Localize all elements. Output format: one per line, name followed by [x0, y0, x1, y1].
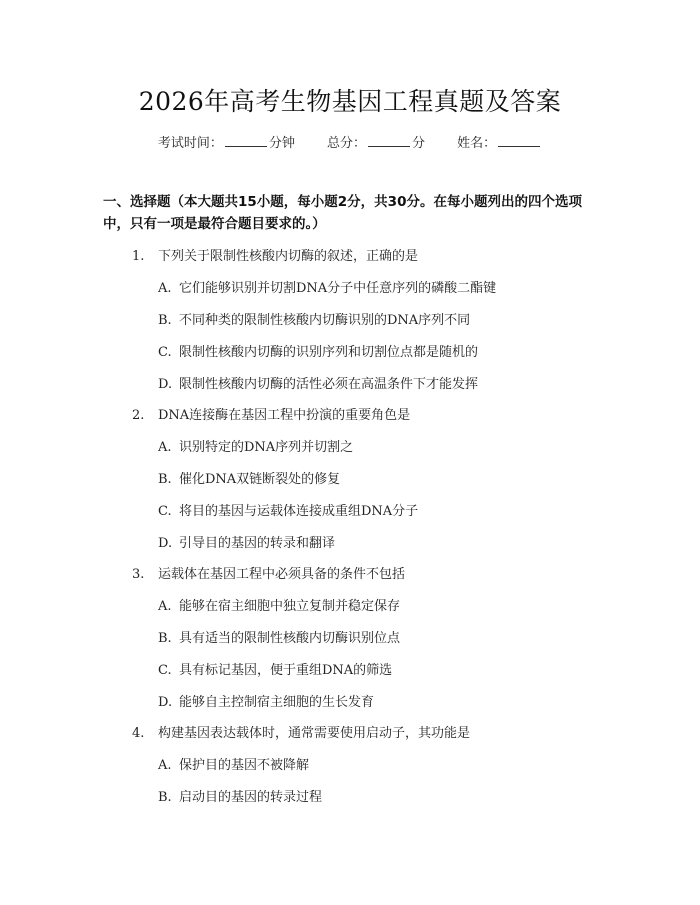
question-text: DNA连接酶在基因工程中扮演的重要角色是 — [158, 408, 411, 423]
exam-time-blank — [225, 135, 267, 147]
total-score-unit: 分 — [412, 136, 426, 151]
option-letter: D. — [158, 377, 173, 392]
student-name-field — [457, 132, 542, 151]
option-item — [158, 500, 418, 519]
exam-time-field — [158, 132, 295, 151]
option-item — [158, 659, 392, 678]
option-letter: A. — [158, 440, 172, 455]
option-text: 不同种类的限制性核酸内切酶识别的DNA序列不同 — [179, 313, 471, 328]
option-letter: C. — [158, 345, 172, 360]
total-score-label: 总分： — [326, 136, 366, 151]
option-item — [158, 595, 400, 614]
option-text: 具有标记基因，便于重组DNA的筛选 — [179, 663, 393, 678]
section-heading: 一、选择题（本大题共15小题，每小题2分，共30分。在每小题列出的四个选项中，只有一项是最符合题目要求的。） — [103, 194, 582, 232]
option-letter: D. — [158, 695, 173, 710]
option-text: 引导目的基因的转录和翻译 — [179, 536, 336, 551]
option-item — [158, 436, 353, 455]
question-number: 2. — [132, 408, 145, 423]
exam-time-unit: 分钟 — [268, 136, 295, 151]
option-letter: B. — [158, 790, 172, 805]
option-letter: A. — [158, 281, 172, 296]
option-text: 具有适当的限制性核酸内切酶识别位点 — [179, 631, 401, 646]
option-text: 限制性核酸内切酶的活性必须在高温条件下才能发挥 — [179, 377, 479, 392]
option-item — [158, 754, 309, 773]
option-letter: B. — [158, 313, 172, 328]
option-text: 催化DNA双链断裂处的修复 — [179, 472, 341, 487]
option-item — [158, 341, 478, 360]
option-text: 能够自主控制宿主细胞的生长发育 — [179, 695, 375, 710]
option-letter: B. — [158, 631, 172, 646]
option-item — [158, 532, 335, 551]
question-number: 4. — [132, 726, 145, 741]
option-item — [158, 468, 340, 487]
option-item — [158, 277, 496, 296]
exam-info-row — [0, 132, 700, 151]
student-name-blank — [498, 135, 540, 147]
question-stem — [132, 563, 405, 582]
option-text: 将目的基因与运载体连接成重组DNA分子 — [179, 504, 419, 519]
question-stem — [132, 404, 410, 423]
option-text: 能够在宿主细胞中独立复制并稳定保存 — [179, 599, 401, 614]
total-score-blank — [368, 135, 410, 147]
option-text: 识别特定的DNA序列并切割之 — [179, 440, 354, 455]
question-stem — [132, 245, 418, 264]
option-item — [158, 627, 400, 646]
exam-time-label: 考试时间： — [157, 136, 223, 151]
total-score-field — [327, 132, 425, 151]
page-title: 2026年高考生物基因工程真题及答案 — [138, 87, 562, 116]
option-letter: A. — [158, 599, 172, 614]
option-letter: C. — [158, 663, 172, 678]
option-letter: D. — [158, 536, 173, 551]
option-text: 它们能够识别并切割DNA分子中任意序列的磷酸二酯键 — [179, 281, 497, 296]
option-letter: B. — [158, 472, 172, 487]
question-number: 3. — [132, 567, 145, 582]
question-stem — [132, 722, 470, 741]
option-item — [158, 373, 478, 392]
option-text: 启动目的基因的转录过程 — [179, 790, 323, 805]
student-name-label: 姓名： — [457, 136, 497, 151]
option-text: 限制性核酸内切酶的识别序列和切割位点都是随机的 — [179, 345, 479, 360]
option-letter: A. — [158, 758, 172, 773]
question-text: 运载体在基因工程中必须具备的条件不包括 — [158, 567, 406, 582]
option-letter: C. — [158, 504, 172, 519]
question-text: 构建基因表达载体时，通常需要使用启动子，其功能是 — [158, 726, 471, 741]
option-text: 保护目的基因不被降解 — [179, 758, 310, 773]
question-number: 1. — [132, 249, 145, 264]
question-text: 下列关于限制性核酸内切酶的叙述，正确的是 — [158, 249, 419, 264]
option-item — [158, 786, 322, 805]
option-item — [158, 309, 470, 328]
option-item — [158, 691, 374, 710]
